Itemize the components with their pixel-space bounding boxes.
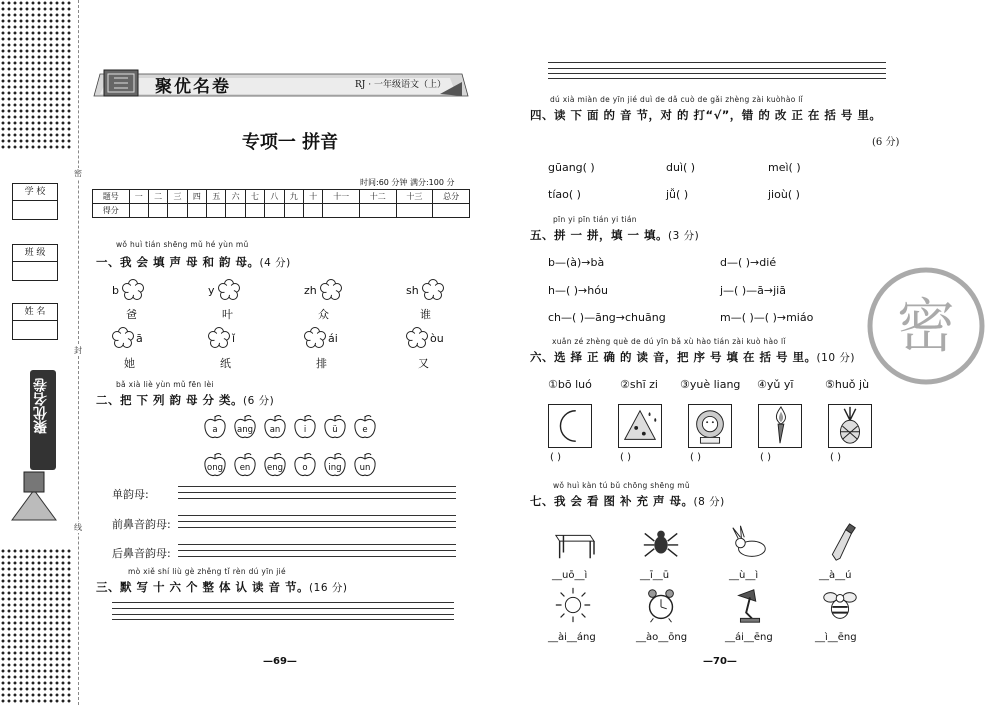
initial-letter: sh [406, 284, 419, 297]
score-header-cell: 九 [284, 190, 303, 204]
q1-title: 一、我 会 填 声 母 和 韵 母。(4 分) [96, 255, 291, 269]
q3-title: 三、默 写 十 六 个 整 体 认 读 音 节。(16 分) [96, 580, 348, 594]
answer-line[interactable] [178, 515, 456, 528]
hanzi: 纸 [220, 357, 231, 370]
hanzi: 谁 [420, 308, 431, 321]
final-letters: òu [430, 332, 444, 345]
score-cell[interactable] [168, 204, 187, 218]
q4-points: (6 分) [872, 137, 900, 148]
torch-icon [758, 404, 802, 448]
score-header-cell: 三 [168, 190, 187, 204]
binding-dots-bottom [0, 548, 72, 705]
score-cell[interactable] [323, 204, 360, 218]
seal-mark: 密 [74, 169, 82, 178]
answer-blank[interactable]: ( ) [690, 452, 701, 463]
vowel-label: o [302, 463, 308, 473]
score-cell[interactable] [396, 204, 433, 218]
q6-pinyin: xuǎn zé zhèng què de dú yīn bǎ xù hào tián zài kuò hào lǐ [552, 337, 786, 346]
score-cell[interactable] [303, 204, 322, 218]
flower-blank-icon[interactable] [218, 279, 240, 301]
paper-title: 专项一 拼音 [241, 132, 339, 153]
q2-title: 二、把 下 列 韵 母 分 类。(6 分) [96, 393, 275, 407]
q5-pinyin: pīn yi pīn tián yi tián [553, 215, 637, 224]
reading-option: ②shī zi [620, 378, 658, 391]
answer-line[interactable] [178, 544, 456, 557]
score-cell[interactable] [187, 204, 206, 218]
school-label: 学 校 [13, 184, 57, 201]
brand-title: 聚优名卷 [155, 77, 231, 97]
class-label: 班 级 [13, 245, 57, 262]
answer-blank[interactable]: ( ) [830, 452, 841, 463]
score-header-cell: 七 [245, 190, 264, 204]
initial-letter: zh [304, 284, 317, 297]
alarm-clock-icon [638, 584, 684, 626]
name-box[interactable] [12, 303, 58, 340]
score-header-cell: 二 [148, 190, 167, 204]
initial-blank[interactable]: __ái__ēng [725, 632, 773, 643]
q4-item[interactable]: tíao( ) [548, 188, 581, 201]
vowel-label: a [212, 425, 218, 435]
raincoat-icon [618, 404, 662, 448]
vowel-label: en [239, 463, 251, 473]
score-header-row [93, 190, 470, 204]
score-header-cell: 总分 [433, 190, 470, 204]
vowel-label: e [362, 425, 368, 435]
q3-pinyin: mò xiě shí liù gè zhěng tǐ rèn dú yīn jié [128, 567, 286, 576]
initial-letter: y [208, 284, 215, 297]
lion-icon [688, 404, 732, 448]
hanzi: 众 [318, 308, 329, 321]
score-row [93, 204, 470, 218]
hanzi: 她 [124, 357, 135, 370]
time-info: 时间:60 分钟 满分:100 分 [360, 178, 455, 187]
pineapple-icon [828, 404, 872, 448]
answer-blank[interactable]: ( ) [550, 452, 561, 463]
hanzi: 又 [418, 357, 429, 370]
hanzi: 爸 [126, 308, 137, 321]
reading-option: ⑤huǒ jù [825, 378, 870, 391]
final-letters: ā [136, 332, 143, 345]
q4-item[interactable]: gūang( ) [548, 161, 595, 174]
initial-blank[interactable]: __ù__ì [729, 570, 759, 581]
q5-item[interactable]: m—( )—( )→miáo [720, 311, 814, 324]
binding-dots-top [0, 0, 72, 150]
vowel-label: eng [266, 463, 283, 473]
vowel-label: an [269, 425, 281, 435]
category-label: 后鼻音韵母: [112, 547, 171, 560]
vowel-label: ü [332, 425, 338, 435]
score-cell[interactable] [245, 204, 264, 218]
q4-item[interactable]: jǚ( ) [666, 188, 689, 201]
initial-blank[interactable]: __uō__ì [552, 570, 588, 581]
q7-title: 七、我 会 看 图 补 充 声 母。(8 分) [530, 494, 725, 508]
sun-icon [550, 584, 596, 626]
desk-lamp-icon [727, 584, 773, 626]
q7-pinyin: wǒ huì kàn tú bǔ chōng shēng mǔ [553, 481, 690, 490]
seal-mark: 封 [74, 346, 82, 355]
score-header-cell: 十三 [396, 190, 433, 204]
q4-item[interactable]: meì( ) [768, 161, 801, 174]
answer-blank[interactable]: ( ) [620, 452, 631, 463]
page-number-left: —69— [263, 656, 297, 667]
score-header-cell: 十 [303, 190, 322, 204]
score-cell[interactable] [265, 204, 284, 218]
score-cell[interactable] [226, 204, 245, 218]
q5-item[interactable]: d—( )→dié [720, 256, 777, 269]
moon-icon [548, 404, 592, 448]
score-header-cell: 十一 [323, 190, 360, 204]
q5-item[interactable]: ch—( )—āng→chuāng [548, 311, 666, 324]
vowel-label: ong [207, 463, 223, 473]
score-cell[interactable] [129, 204, 148, 218]
initial-blank[interactable]: __ī__ū [640, 570, 670, 581]
answer-four-line[interactable] [548, 62, 886, 79]
vowel-label: ing [328, 463, 342, 473]
secret-stamp [866, 266, 986, 386]
score-cell[interactable] [284, 204, 303, 218]
initial-blank[interactable]: __ì__ēng [815, 632, 857, 643]
initial-blank[interactable]: __ài__áng [548, 632, 596, 643]
seal-mark: 线 [74, 523, 82, 532]
rabbit-icon [727, 522, 773, 564]
score-label-cell: 得分 [93, 204, 130, 218]
q5-title: 五、拼 一 拼，填 一 填。(3 分) [530, 228, 700, 242]
q4-title: 四、读 下 面 的 音 节，对 的 打“√”，错 的 改 正 在 括 号 里。 [530, 108, 882, 122]
score-header-cell: 题号 [93, 190, 130, 204]
score-cell[interactable] [207, 204, 226, 218]
hanzi: 排 [316, 357, 327, 370]
page-number-right: —70— [703, 656, 737, 667]
flower-blank-icon[interactable] [304, 327, 326, 349]
flower-blank-icon[interactable] [112, 327, 134, 349]
reading-option: ④yǔ yī [757, 378, 794, 391]
q4-pinyin: dú xià miàn de yīn jié duì de dǎ cuò de gǎi zhèng zài kuòhào lǐ [550, 95, 804, 104]
brush-icon [817, 522, 863, 564]
side-brand-text: 聚优名卷 [33, 378, 49, 434]
q4-item[interactable]: jioù( ) [768, 188, 800, 201]
q6-title: 六、选 择 正 确 的 读 音，把 序 号 填 在 括 号 里。(10 分) [530, 350, 855, 364]
q2-pinyin: bǎ xià liè yùn mǔ fēn lèi [116, 380, 214, 389]
final-letters: ái [328, 332, 338, 345]
initial-blank[interactable]: __à__ú [819, 570, 852, 581]
reading-option: ③yuè liang [680, 378, 741, 391]
reading-option: ①bō luó [548, 378, 592, 391]
score-header-cell: 八 [265, 190, 284, 204]
q5-item[interactable]: b—(à)→bà [548, 256, 605, 269]
answer-blank[interactable]: ( ) [760, 452, 771, 463]
vowel-label: un [359, 463, 371, 473]
score-cell[interactable] [148, 204, 167, 218]
hanzi: 叶 [222, 308, 233, 321]
category-label: 前鼻音韵母: [112, 518, 171, 531]
score-header-cell: 十二 [359, 190, 396, 204]
table-icon [550, 522, 596, 564]
score-header-cell: 六 [226, 190, 245, 204]
score-header-cell: 一 [129, 190, 148, 204]
flower-blank-icon[interactable] [122, 279, 144, 301]
q1-pinyin: wǒ huì tián shēng mǔ hé yùn mǔ [116, 240, 249, 249]
q5-item[interactable]: h—( )→hóu [548, 284, 608, 297]
answer-four-line[interactable] [112, 602, 454, 620]
flower-blank-icon[interactable] [422, 279, 444, 301]
bee-icon [817, 584, 863, 626]
initial-letter: b [112, 284, 119, 297]
score-cell[interactable] [433, 204, 470, 218]
score-header-cell: 五 [207, 190, 226, 204]
class-box[interactable] [12, 244, 58, 281]
vowel-label: ang [237, 425, 253, 435]
binding-strip [0, 0, 72, 705]
name-label: 姓 名 [13, 304, 57, 321]
category-label: 单韵母: [112, 488, 149, 501]
q4-item[interactable]: duì( ) [666, 161, 696, 174]
q5-item[interactable]: j—( )—ā→jiā [720, 284, 786, 297]
flower-blank-icon[interactable] [406, 327, 428, 349]
score-table [92, 189, 470, 218]
flower-blank-icon[interactable] [320, 279, 342, 301]
flower-blank-icon[interactable] [208, 327, 230, 349]
svg-text:密: 密 [896, 292, 956, 360]
answer-line[interactable] [178, 486, 456, 499]
school-box[interactable] [12, 183, 58, 220]
spider-icon [638, 522, 684, 564]
vowel-label: i [303, 425, 307, 435]
initial-blank[interactable]: __ào__ōng [636, 632, 688, 643]
final-letters: ǐ [232, 332, 236, 345]
score-header-cell: 四 [187, 190, 206, 204]
score-cell[interactable] [359, 204, 396, 218]
grade-subtitle: RJ · 一年级语文（上） [355, 80, 446, 90]
